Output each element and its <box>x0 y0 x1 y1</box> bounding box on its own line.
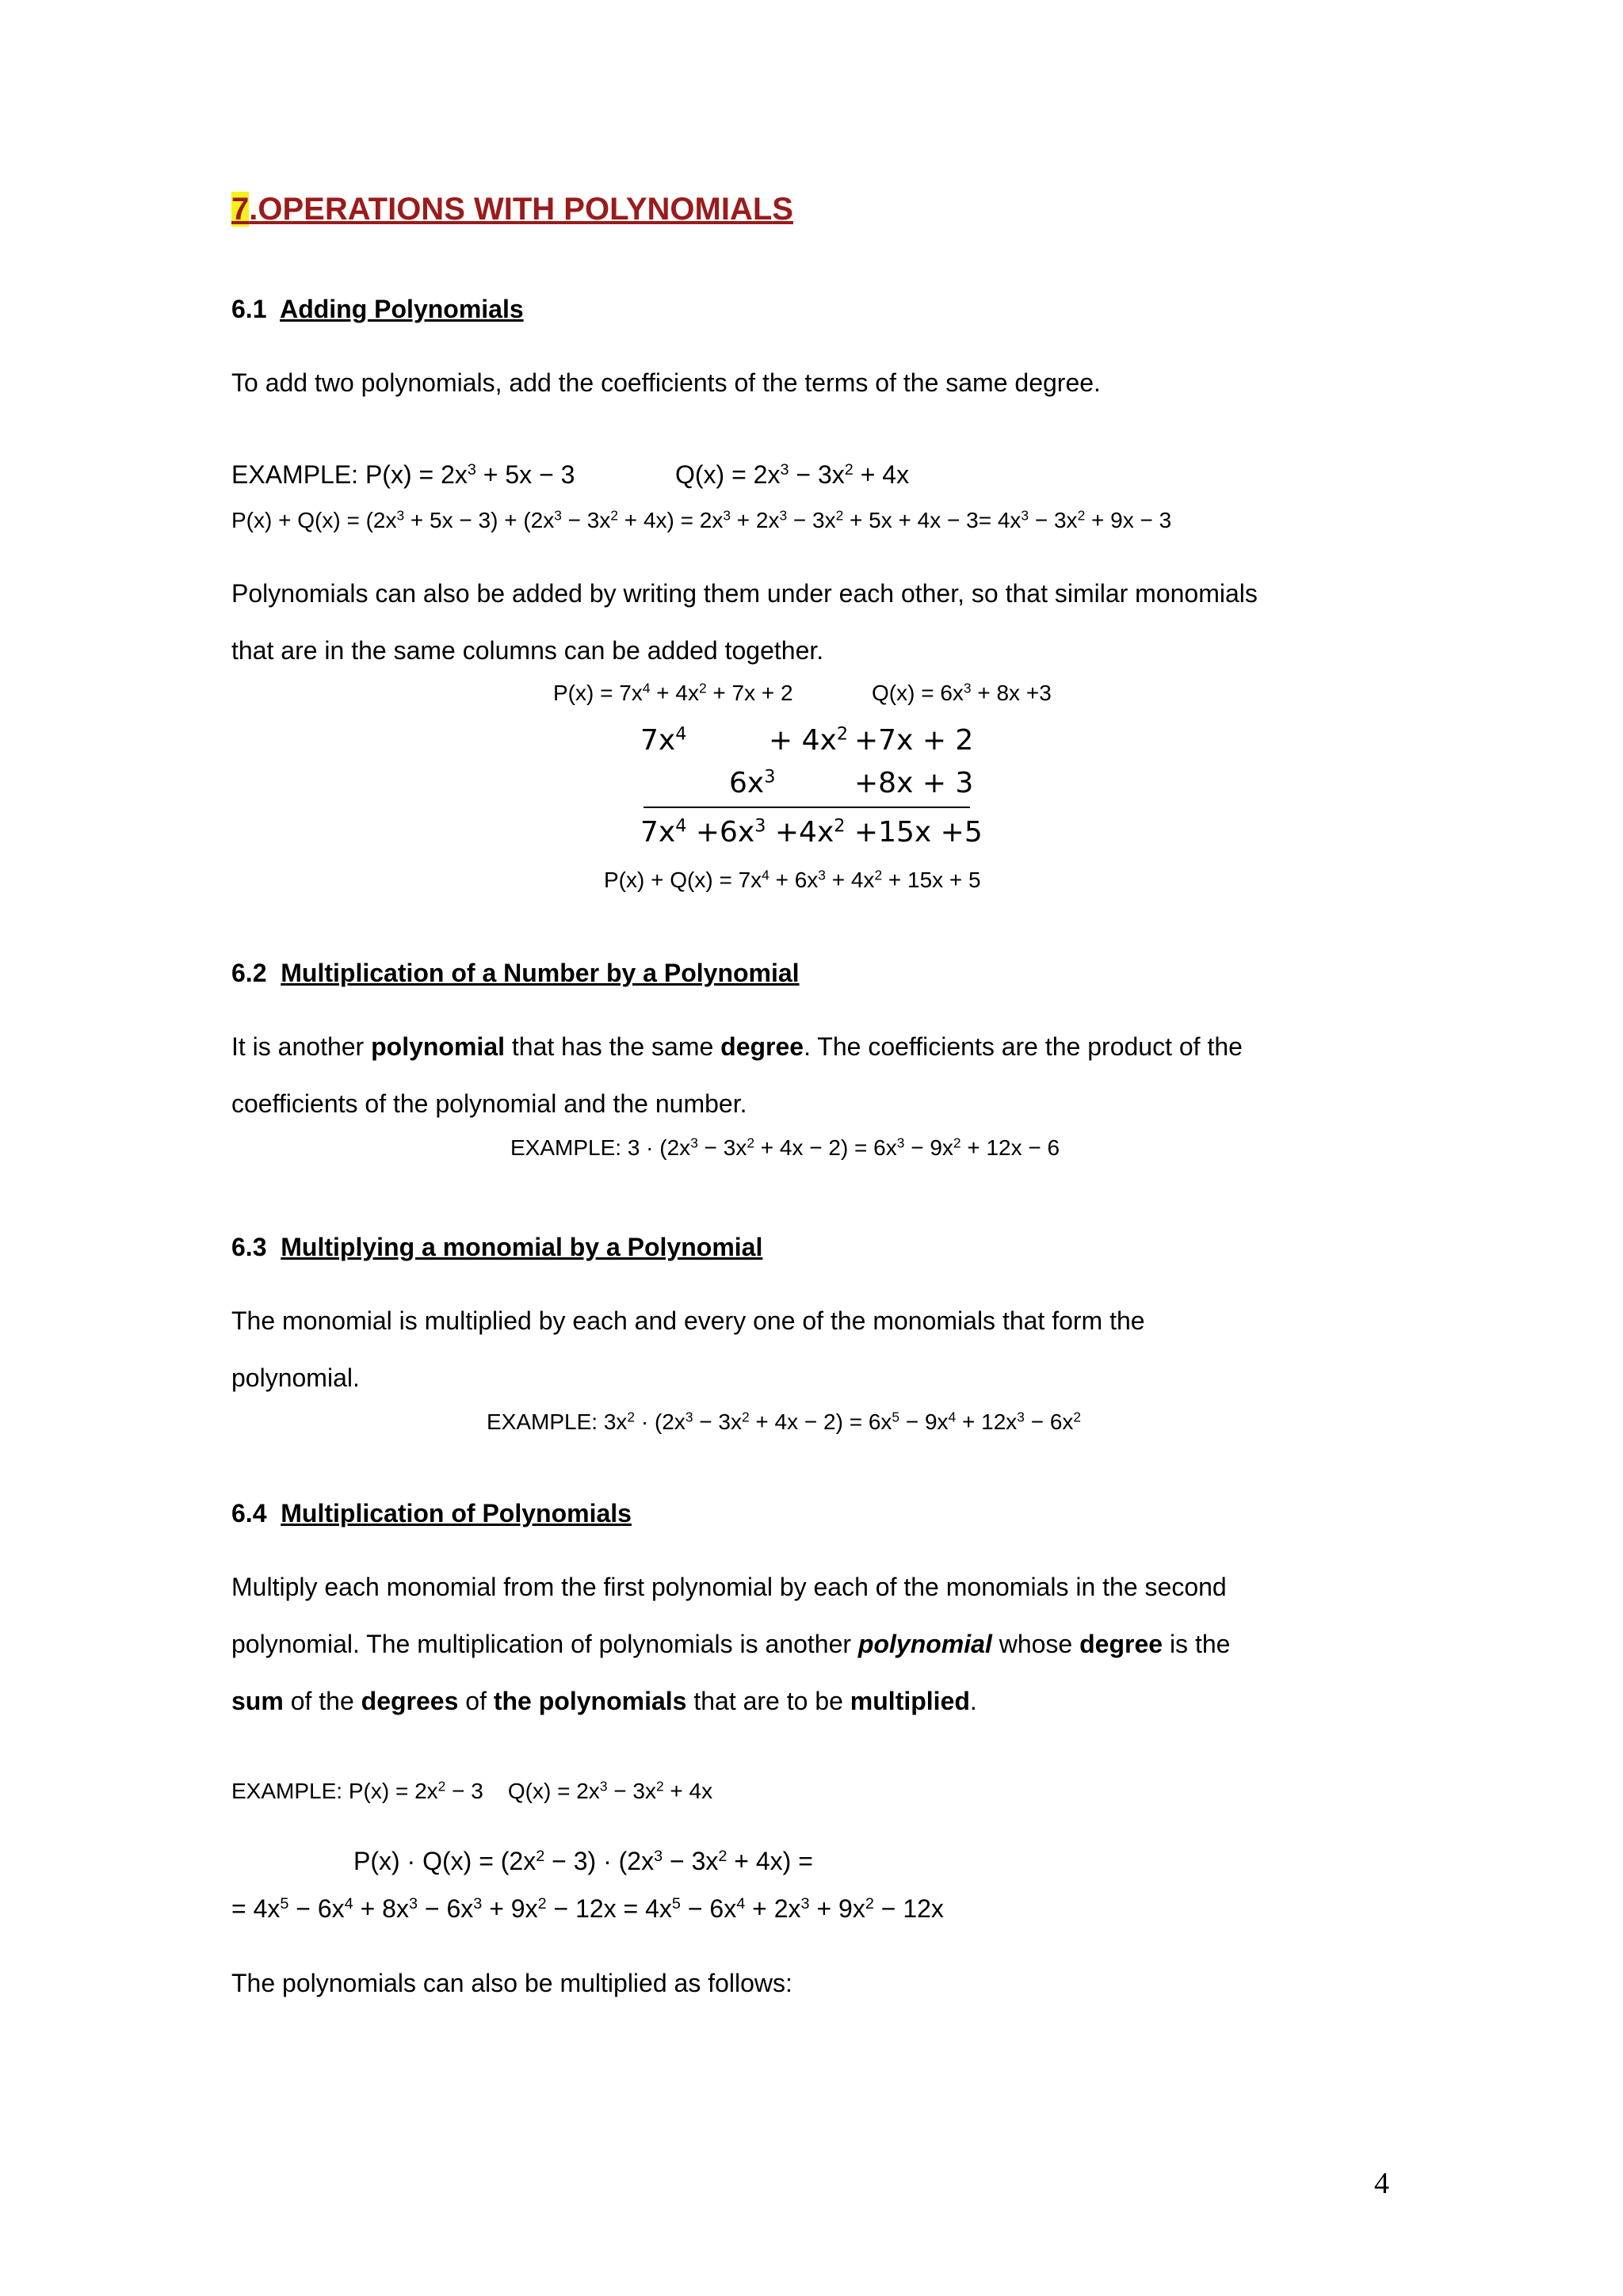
text: is the <box>1163 1630 1231 1658</box>
example-line-q <box>675 460 909 490</box>
exponent: 2 <box>537 1895 547 1913</box>
exponent: 4 <box>762 867 769 883</box>
exponent: 2 <box>1077 507 1086 524</box>
text: Q(x) = 6x <box>872 681 964 705</box>
exponent: 2 <box>834 815 846 837</box>
text: +15x +5 <box>845 816 983 849</box>
exponent: 2 <box>844 461 854 479</box>
paragraph <box>231 1686 977 1716</box>
exponent: 2 <box>536 1848 545 1866</box>
text: It is another <box>231 1032 372 1061</box>
exponent: 3 <box>408 1895 418 1913</box>
exponent: 3 <box>963 680 972 696</box>
text: + 4x) = <box>727 1847 813 1875</box>
exponent: 4 <box>948 1409 957 1425</box>
column-sum-row <box>640 816 983 849</box>
exponent: 3 <box>818 867 826 883</box>
text: − 3x <box>697 1135 747 1160</box>
exponent: 2 <box>874 867 883 883</box>
exponent: 3 <box>723 507 731 524</box>
exponent: 3 <box>896 1135 905 1151</box>
text: + 2x <box>745 1894 801 1923</box>
text: − 3x <box>693 1409 742 1434</box>
text: − 12x = 4x <box>546 1894 672 1923</box>
product-equation <box>353 1846 813 1876</box>
column-row-2b: +8x + 3 <box>854 767 974 799</box>
bold-text: degree <box>720 1032 804 1061</box>
text: = 4x <box>231 1894 281 1923</box>
exponent: 3 <box>599 1778 608 1794</box>
exponent: 2 <box>865 1895 874 1913</box>
exponent: 2 <box>836 723 849 745</box>
bold-text: the polynomials <box>493 1687 687 1715</box>
text: − 3x <box>663 1847 719 1875</box>
text: + 5x + 4x − 3= 4x <box>843 508 1022 532</box>
text: + 4x <box>663 1779 713 1803</box>
exponent: 3 <box>554 507 562 524</box>
text: + 4x <box>769 724 837 757</box>
sum-result <box>604 867 981 894</box>
exponent: 3 <box>1017 1409 1025 1425</box>
exponent: 5 <box>280 1895 289 1913</box>
text: · (2x <box>635 1409 685 1434</box>
title-number: 7 <box>231 192 250 227</box>
exponent: 2 <box>655 1778 664 1794</box>
column-row-1a <box>640 724 686 757</box>
text: EXAMPLE: P(x) = 2x <box>231 1779 438 1803</box>
paragraph: The polynomials can also be multiplied as follows: <box>231 1969 792 1997</box>
exponent: 3 <box>754 815 766 837</box>
text: P(x) = 7x <box>553 681 643 705</box>
text: + 7x + 2 <box>706 681 793 705</box>
text: − 6x <box>288 1894 345 1923</box>
text: of the <box>283 1687 361 1715</box>
text: + 4x <box>825 868 875 892</box>
exponent: 3 <box>1021 507 1029 524</box>
section-title: Adding Polynomials <box>280 295 524 323</box>
paragraph: Multiply each monomial from the first polynomial by each of the monomials in the second <box>231 1573 1227 1601</box>
text: + 5x − 3) + (2x <box>404 508 555 532</box>
text: − 3x <box>789 460 845 489</box>
text: + 2x <box>730 508 780 532</box>
section-number: 6.1 <box>231 295 267 323</box>
exponent: 2 <box>1073 1409 1082 1425</box>
text: − 12x <box>873 1894 944 1923</box>
text: − 6x <box>1024 1409 1074 1434</box>
text: + 15x + 5 <box>882 868 981 892</box>
text: + 9x <box>809 1894 865 1923</box>
text: − 3) · (2x <box>544 1847 655 1875</box>
exponent: 2 <box>835 507 844 524</box>
text: + 4x <box>650 681 699 705</box>
exponent: 2 <box>953 1135 961 1151</box>
exponent: 4 <box>642 680 651 696</box>
text: − 9x <box>899 1409 949 1434</box>
text: P(x) + Q(x) = (2x <box>231 508 397 532</box>
title-text: .OPERATIONS WITH POLYNOMIALS <box>249 192 793 227</box>
bold-text: sum <box>231 1687 284 1715</box>
text: whose <box>991 1630 1080 1658</box>
text: − 6x <box>680 1894 737 1923</box>
bold-italic-text: polynomial <box>857 1630 992 1658</box>
page-title <box>231 192 793 227</box>
section-title: Multiplication of Polynomials <box>281 1499 632 1527</box>
sum-equation <box>231 507 1171 534</box>
sum-rule <box>643 807 970 808</box>
text: +4x <box>766 816 834 849</box>
text: Q(x) = 2x <box>675 460 781 489</box>
text: . <box>969 1687 977 1715</box>
text: polynomial. The multiplication of polynomials is another <box>231 1630 858 1658</box>
exponent: 3 <box>779 507 788 524</box>
exponent: 3 <box>654 1848 663 1866</box>
exponent: 4 <box>675 815 687 837</box>
exponent: 5 <box>892 1409 900 1425</box>
text: . The coefficients are the product of the <box>804 1032 1243 1061</box>
bold-text: degrees <box>361 1687 459 1715</box>
text: of <box>458 1687 494 1715</box>
section-number: 6.2 <box>231 959 267 987</box>
column-row-2a <box>729 767 775 799</box>
section-number: 6.4 <box>231 1499 267 1527</box>
exponent: 3 <box>473 1895 483 1913</box>
product-expansion <box>231 1894 944 1924</box>
text: +6x <box>686 816 755 849</box>
text: EXAMPLE: 3 · (2x <box>510 1135 691 1160</box>
example-line <box>487 1409 1081 1436</box>
column-row-1c: +7x + 2 <box>854 724 974 757</box>
text: that are to be <box>686 1687 850 1715</box>
text: P(x) · Q(x) = (2x <box>353 1847 537 1875</box>
text: + 6x <box>769 868 819 892</box>
text: − 3x <box>787 508 836 532</box>
text: − 3x <box>561 508 611 532</box>
exponent: 3 <box>396 507 405 524</box>
section-title: Multiplying a monomial by a Polynomial <box>281 1233 763 1261</box>
text: + 12x − 6 <box>960 1135 1060 1160</box>
exponent: 3 <box>685 1409 693 1425</box>
example-line <box>510 1135 1060 1161</box>
text: + 9x − 3 <box>1085 508 1172 532</box>
section-heading-6-4 <box>231 1499 632 1528</box>
paragraph: polynomial. <box>231 1363 360 1392</box>
text: + 8x +3 <box>971 681 1052 705</box>
exponent: 2 <box>698 680 707 696</box>
example-line <box>231 1778 712 1805</box>
text: 7x <box>640 724 676 757</box>
text: − 6x <box>418 1894 474 1923</box>
bold-text: multiplied <box>850 1687 970 1715</box>
text: + 4x − 2) = 6x <box>749 1409 892 1434</box>
section-heading-6-3 <box>231 1233 762 1262</box>
bold-text: degree <box>1079 1630 1163 1658</box>
text: 7x <box>640 816 676 849</box>
paragraph: that are in the same columns can be added together. <box>231 636 824 665</box>
text: + 8x <box>353 1894 409 1923</box>
exponent: 4 <box>344 1895 353 1913</box>
exponent: 2 <box>437 1778 446 1794</box>
exponent: 4 <box>675 723 687 745</box>
exponent: 3 <box>800 1895 810 1913</box>
bold-text: polynomial <box>371 1032 505 1061</box>
exponent: 4 <box>736 1895 746 1913</box>
text: + 9x <box>482 1894 538 1923</box>
exponent: 2 <box>610 507 619 524</box>
text: − 9x <box>904 1135 953 1160</box>
exponent: 2 <box>741 1409 750 1425</box>
text: + 5x − 3 <box>475 460 575 489</box>
pq-definition <box>553 680 793 707</box>
text: − 3x <box>607 1779 656 1803</box>
text: + 4x − 2) = 6x <box>754 1135 897 1160</box>
column-row-1b <box>769 724 848 757</box>
text: P(x) + Q(x) = 7x <box>604 868 762 892</box>
text: + 12x <box>956 1409 1018 1434</box>
paragraph: To add two polynomials, add the coefficients of the terms of the same degree. <box>231 368 1101 397</box>
section-heading-6-2 <box>231 959 800 988</box>
exponent: 5 <box>671 1895 681 1913</box>
example-line <box>231 460 575 490</box>
section-heading-6-1 <box>231 295 524 324</box>
paragraph: The monomial is multiplied by each and every one of the monomials that form the <box>231 1306 1145 1335</box>
pq-definition-q <box>872 680 1052 707</box>
page-number: 4 <box>1374 2167 1389 2200</box>
text: 6x <box>729 767 765 799</box>
text: + 4x <box>853 460 910 489</box>
exponent: 2 <box>627 1409 636 1425</box>
exponent: 2 <box>747 1135 754 1151</box>
section-title: Multiplication of a Number by a Polynomial <box>281 959 800 987</box>
paragraph: coefficients of the polynomial and the number. <box>231 1089 747 1118</box>
exponent: 3 <box>690 1135 698 1151</box>
paragraph <box>231 1629 1230 1659</box>
exponent: 2 <box>718 1848 727 1866</box>
text: − 3x <box>1029 508 1078 532</box>
text: EXAMPLE: 3x <box>487 1409 628 1434</box>
text: − 3 Q(x) = 2x <box>445 1779 600 1803</box>
text: + 4x) = 2x <box>618 508 724 532</box>
paragraph <box>231 1032 1243 1062</box>
exponent: 3 <box>780 461 789 479</box>
exponent: 3 <box>467 461 476 479</box>
text: that has the same <box>505 1032 721 1061</box>
exponent: 3 <box>764 766 776 788</box>
text: EXAMPLE: P(x) = 2x <box>231 460 468 489</box>
section-number: 6.3 <box>231 1233 267 1261</box>
paragraph: Polynomials can also be added by writing them under each other, so that similar monomials <box>231 579 1258 608</box>
